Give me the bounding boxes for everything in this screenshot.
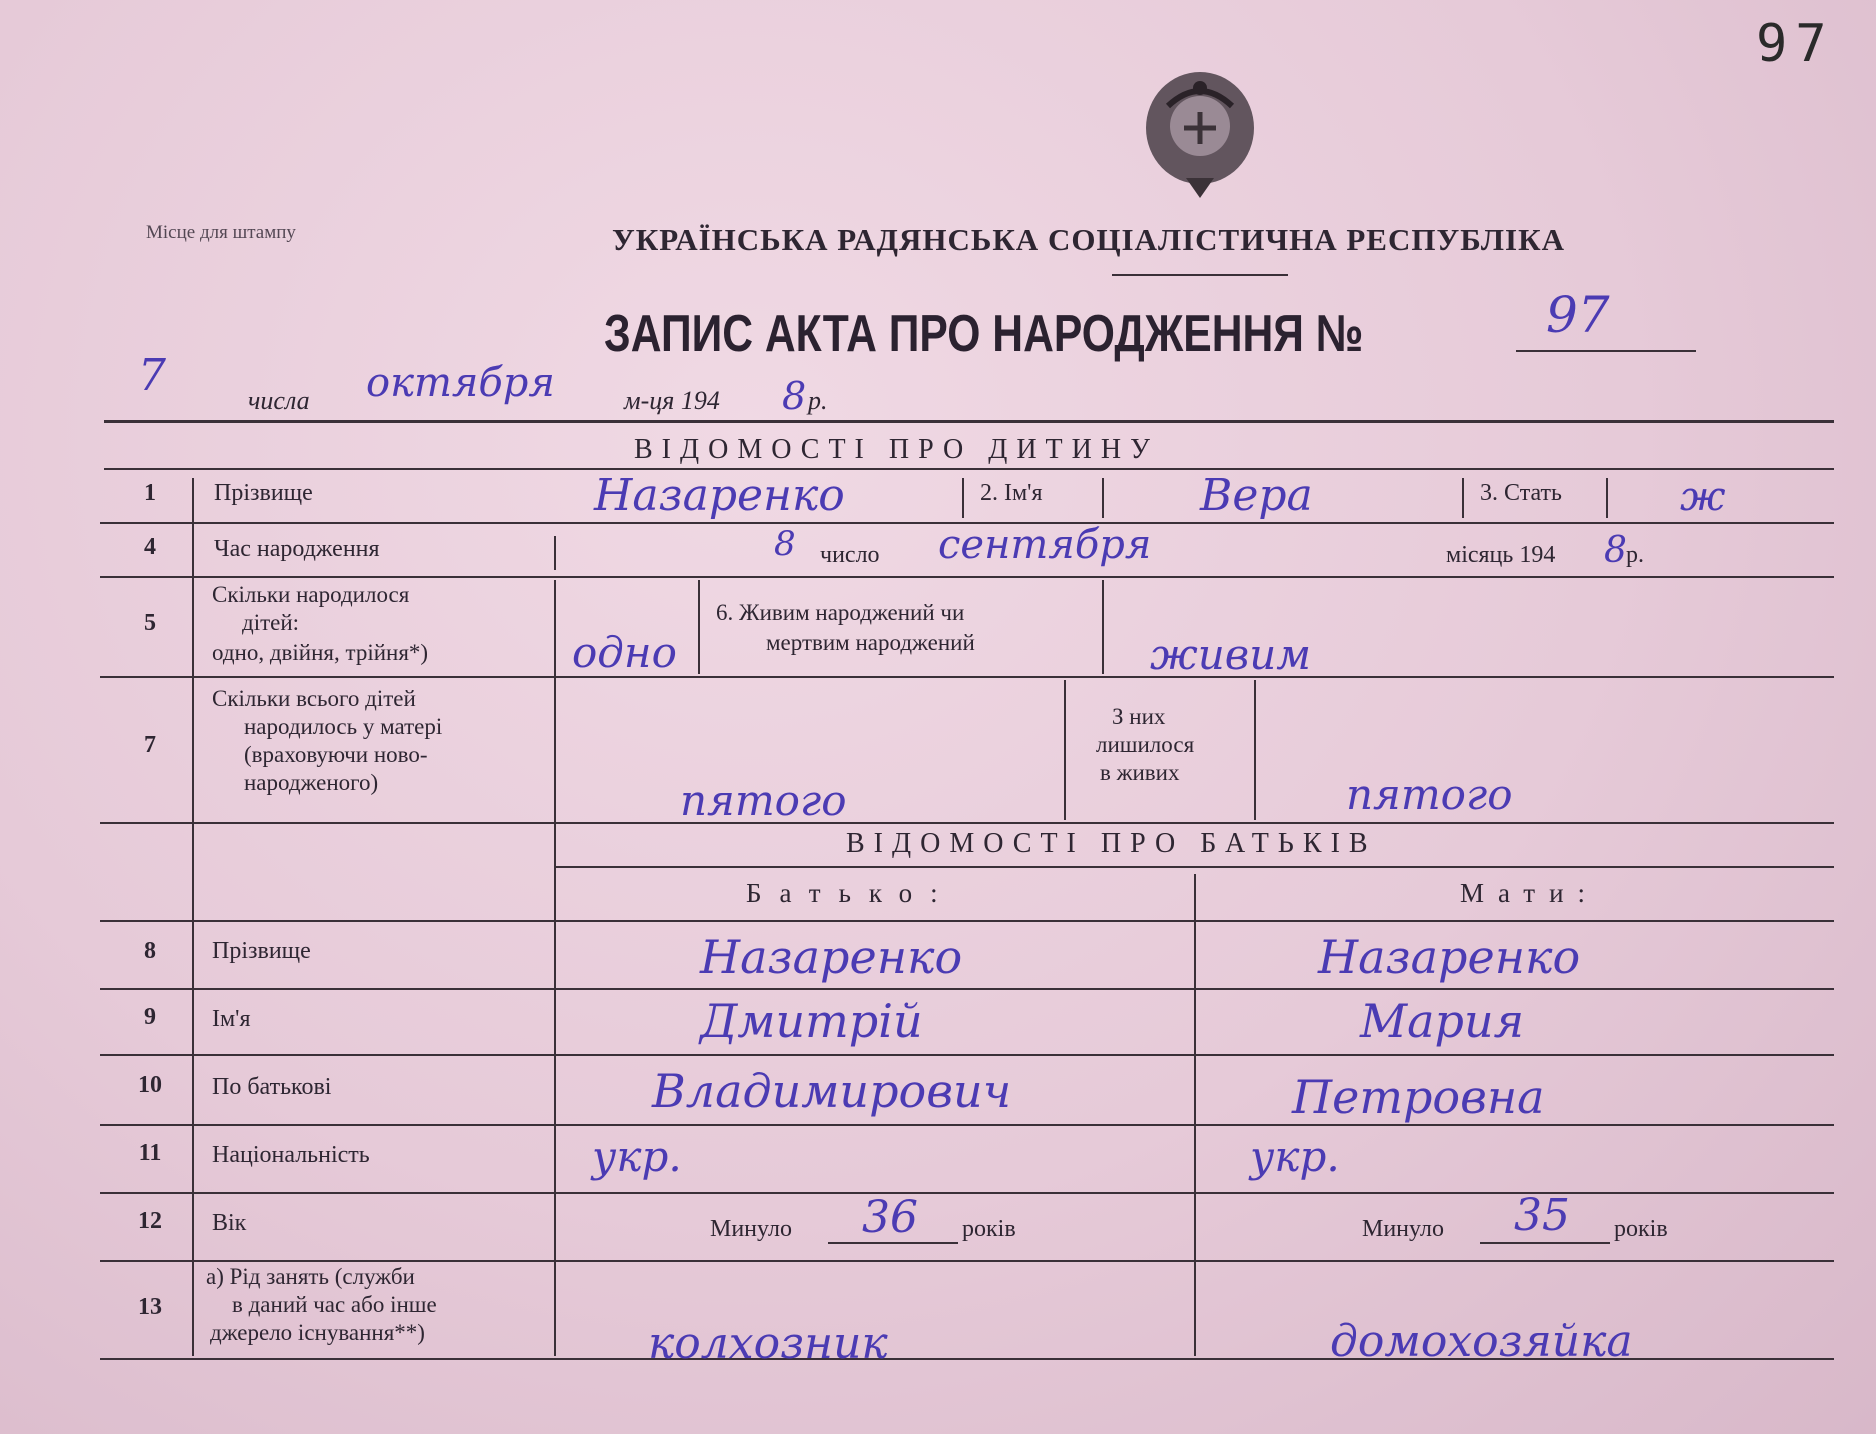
- republic-title: УКРАЇНСЬКА РАДЯНСЬКА СОЦІАЛІСТИЧНА РЕСПУБЛІКА: [612, 222, 1565, 257]
- row5-label-1: Скільки народилося: [212, 582, 410, 607]
- alive-label-1: З них: [1112, 704, 1166, 729]
- row11-number: 11: [138, 1140, 162, 1166]
- father-nationality: укр.: [592, 1132, 682, 1181]
- col-sex-divider-c: [1606, 478, 1608, 518]
- record-title: ЗАПИС АКТА ПРО НАРОДЖЕННЯ №: [604, 305, 1364, 363]
- father-patronymic: Владимирович: [652, 1064, 1012, 1118]
- col-r7-divider-b: [1254, 680, 1256, 820]
- col-number-divider: [192, 478, 194, 1356]
- mother-age: 35: [1514, 1190, 1570, 1241]
- birth-month: сентября: [938, 522, 1152, 568]
- row9-label: Ім'я: [212, 1006, 251, 1032]
- birth-day-label: число: [820, 542, 880, 568]
- line-parents-header: [100, 920, 1834, 922]
- registration-month: октября: [366, 360, 555, 406]
- coat-of-arms-emblem: [1138, 66, 1262, 204]
- row1-number: 1: [144, 480, 156, 506]
- year-suffix: р.: [808, 386, 828, 415]
- row5-number: 5: [144, 610, 156, 636]
- row13-label-1: а) Рід занять (служби: [206, 1264, 415, 1289]
- row4-number: 4: [144, 534, 156, 560]
- row7-label-3: (враховуючи ново-: [244, 742, 428, 767]
- alive-label-3: в живих: [1100, 760, 1180, 785]
- col-count-divider: [698, 580, 700, 674]
- registration-day: 7: [138, 350, 166, 401]
- col-sex-divider-a: [1102, 478, 1104, 518]
- row3-label: 3. Стать: [1480, 480, 1562, 506]
- child-section-title: ВІДОМОСТІ ПРО ДИТИНУ: [634, 434, 1159, 465]
- alive-label-2: лишилося: [1096, 732, 1195, 757]
- father-past-label: Минуло: [710, 1216, 792, 1242]
- row7-label-1: Скільки всього дітей: [212, 686, 416, 711]
- row12-label: Вік: [212, 1210, 247, 1236]
- row6-label-1: 6. Живим народжений чи: [716, 600, 965, 625]
- father-name: Дмитрій: [700, 994, 923, 1048]
- birth-year-digit: 8: [1604, 530, 1627, 571]
- line-row10: [100, 1124, 1834, 1126]
- father-occupation: колхозник: [648, 1318, 888, 1369]
- birth-month-label: місяць 194: [1446, 542, 1556, 568]
- father-age: 36: [862, 1192, 918, 1243]
- date-underline: [104, 420, 1834, 423]
- father-header: Батько:: [746, 878, 956, 908]
- mother-name: Мария: [1360, 994, 1525, 1048]
- col-alive-divider: [1102, 580, 1104, 674]
- line-row5: [100, 676, 1834, 678]
- row2-label: 2. Ім'я: [980, 480, 1043, 506]
- line-parents-title: [556, 866, 1834, 868]
- month-label: м-ця 194: [624, 386, 720, 415]
- row10-number: 10: [138, 1072, 162, 1098]
- row5-label-2: дітей:: [242, 610, 300, 635]
- record-number: 97: [1546, 286, 1610, 344]
- stamp-place-label: Місце для штампу: [146, 222, 296, 243]
- father-surname: Назаренко: [700, 930, 963, 984]
- line-row11: [100, 1192, 1834, 1194]
- row8-number: 8: [144, 938, 156, 964]
- row10-label: По батькові: [212, 1074, 332, 1100]
- registration-year-digit: 8: [782, 374, 807, 418]
- mother-nationality: укр.: [1250, 1132, 1340, 1181]
- col-r7-divider-a: [1064, 680, 1066, 820]
- parents-section-title: ВІДОМОСТІ ПРО БАТЬКІВ: [846, 828, 1377, 859]
- col-label-divider-top: [554, 536, 556, 570]
- mother-occupation: домохозяйка: [1330, 1316, 1633, 1367]
- row13-number: 13: [138, 1294, 162, 1320]
- line-row9: [100, 1054, 1834, 1056]
- child-sex: ж: [1680, 474, 1726, 520]
- child-surname: Назаренко: [594, 470, 845, 521]
- father-years-label: років: [962, 1216, 1016, 1242]
- row4-label: Час народження: [214, 536, 380, 562]
- mother-header: Мати:: [1460, 878, 1600, 908]
- total-children-value: пятого: [680, 776, 847, 825]
- line-row7: [100, 822, 1834, 824]
- row7-number: 7: [144, 732, 156, 758]
- col-name-divider: [962, 478, 964, 518]
- mother-age-line: [1480, 1242, 1610, 1244]
- row8-label: Прізвище: [212, 938, 311, 964]
- children-born-count: одно: [572, 628, 677, 677]
- line-child-header: [104, 468, 1834, 470]
- row13-label-2: в даний час або інше: [232, 1292, 437, 1317]
- row1-label: Прізвище: [214, 480, 313, 506]
- row7-label-2: народилось у матері: [244, 714, 443, 739]
- row13-label-3: джерело існування**): [210, 1320, 425, 1345]
- children-alive-value: пятого: [1346, 770, 1513, 819]
- col-parent-divider: [1194, 874, 1196, 1356]
- row6-label-2: мертвим народжений: [766, 630, 975, 655]
- row5-label-3: одно, двійня, трійня*): [212, 640, 429, 665]
- row11-label: Національність: [212, 1142, 370, 1168]
- mother-past-label: Минуло: [1362, 1216, 1444, 1242]
- page-number: 97: [1756, 14, 1835, 74]
- row12-number: 12: [138, 1208, 162, 1234]
- row7-label-4: народженого): [244, 770, 379, 795]
- birth-year-suffix: р.: [1626, 542, 1644, 568]
- child-name: Вера: [1200, 470, 1313, 521]
- father-age-line: [828, 1242, 958, 1244]
- day-label: числа: [248, 386, 310, 415]
- line-row4: [100, 576, 1834, 578]
- line-row8: [100, 988, 1834, 990]
- mother-years-label: років: [1614, 1216, 1668, 1242]
- record-number-line: [1516, 350, 1696, 352]
- mother-surname: Назаренко: [1318, 930, 1581, 984]
- title-underline: [1112, 274, 1288, 276]
- born-alive-value: живим: [1150, 630, 1312, 679]
- col-label-divider: [554, 580, 556, 1356]
- mother-patronymic: Петровна: [1292, 1070, 1545, 1124]
- row9-number: 9: [144, 1004, 156, 1030]
- col-sex-divider-b: [1462, 478, 1464, 518]
- birth-day: 8: [774, 524, 796, 564]
